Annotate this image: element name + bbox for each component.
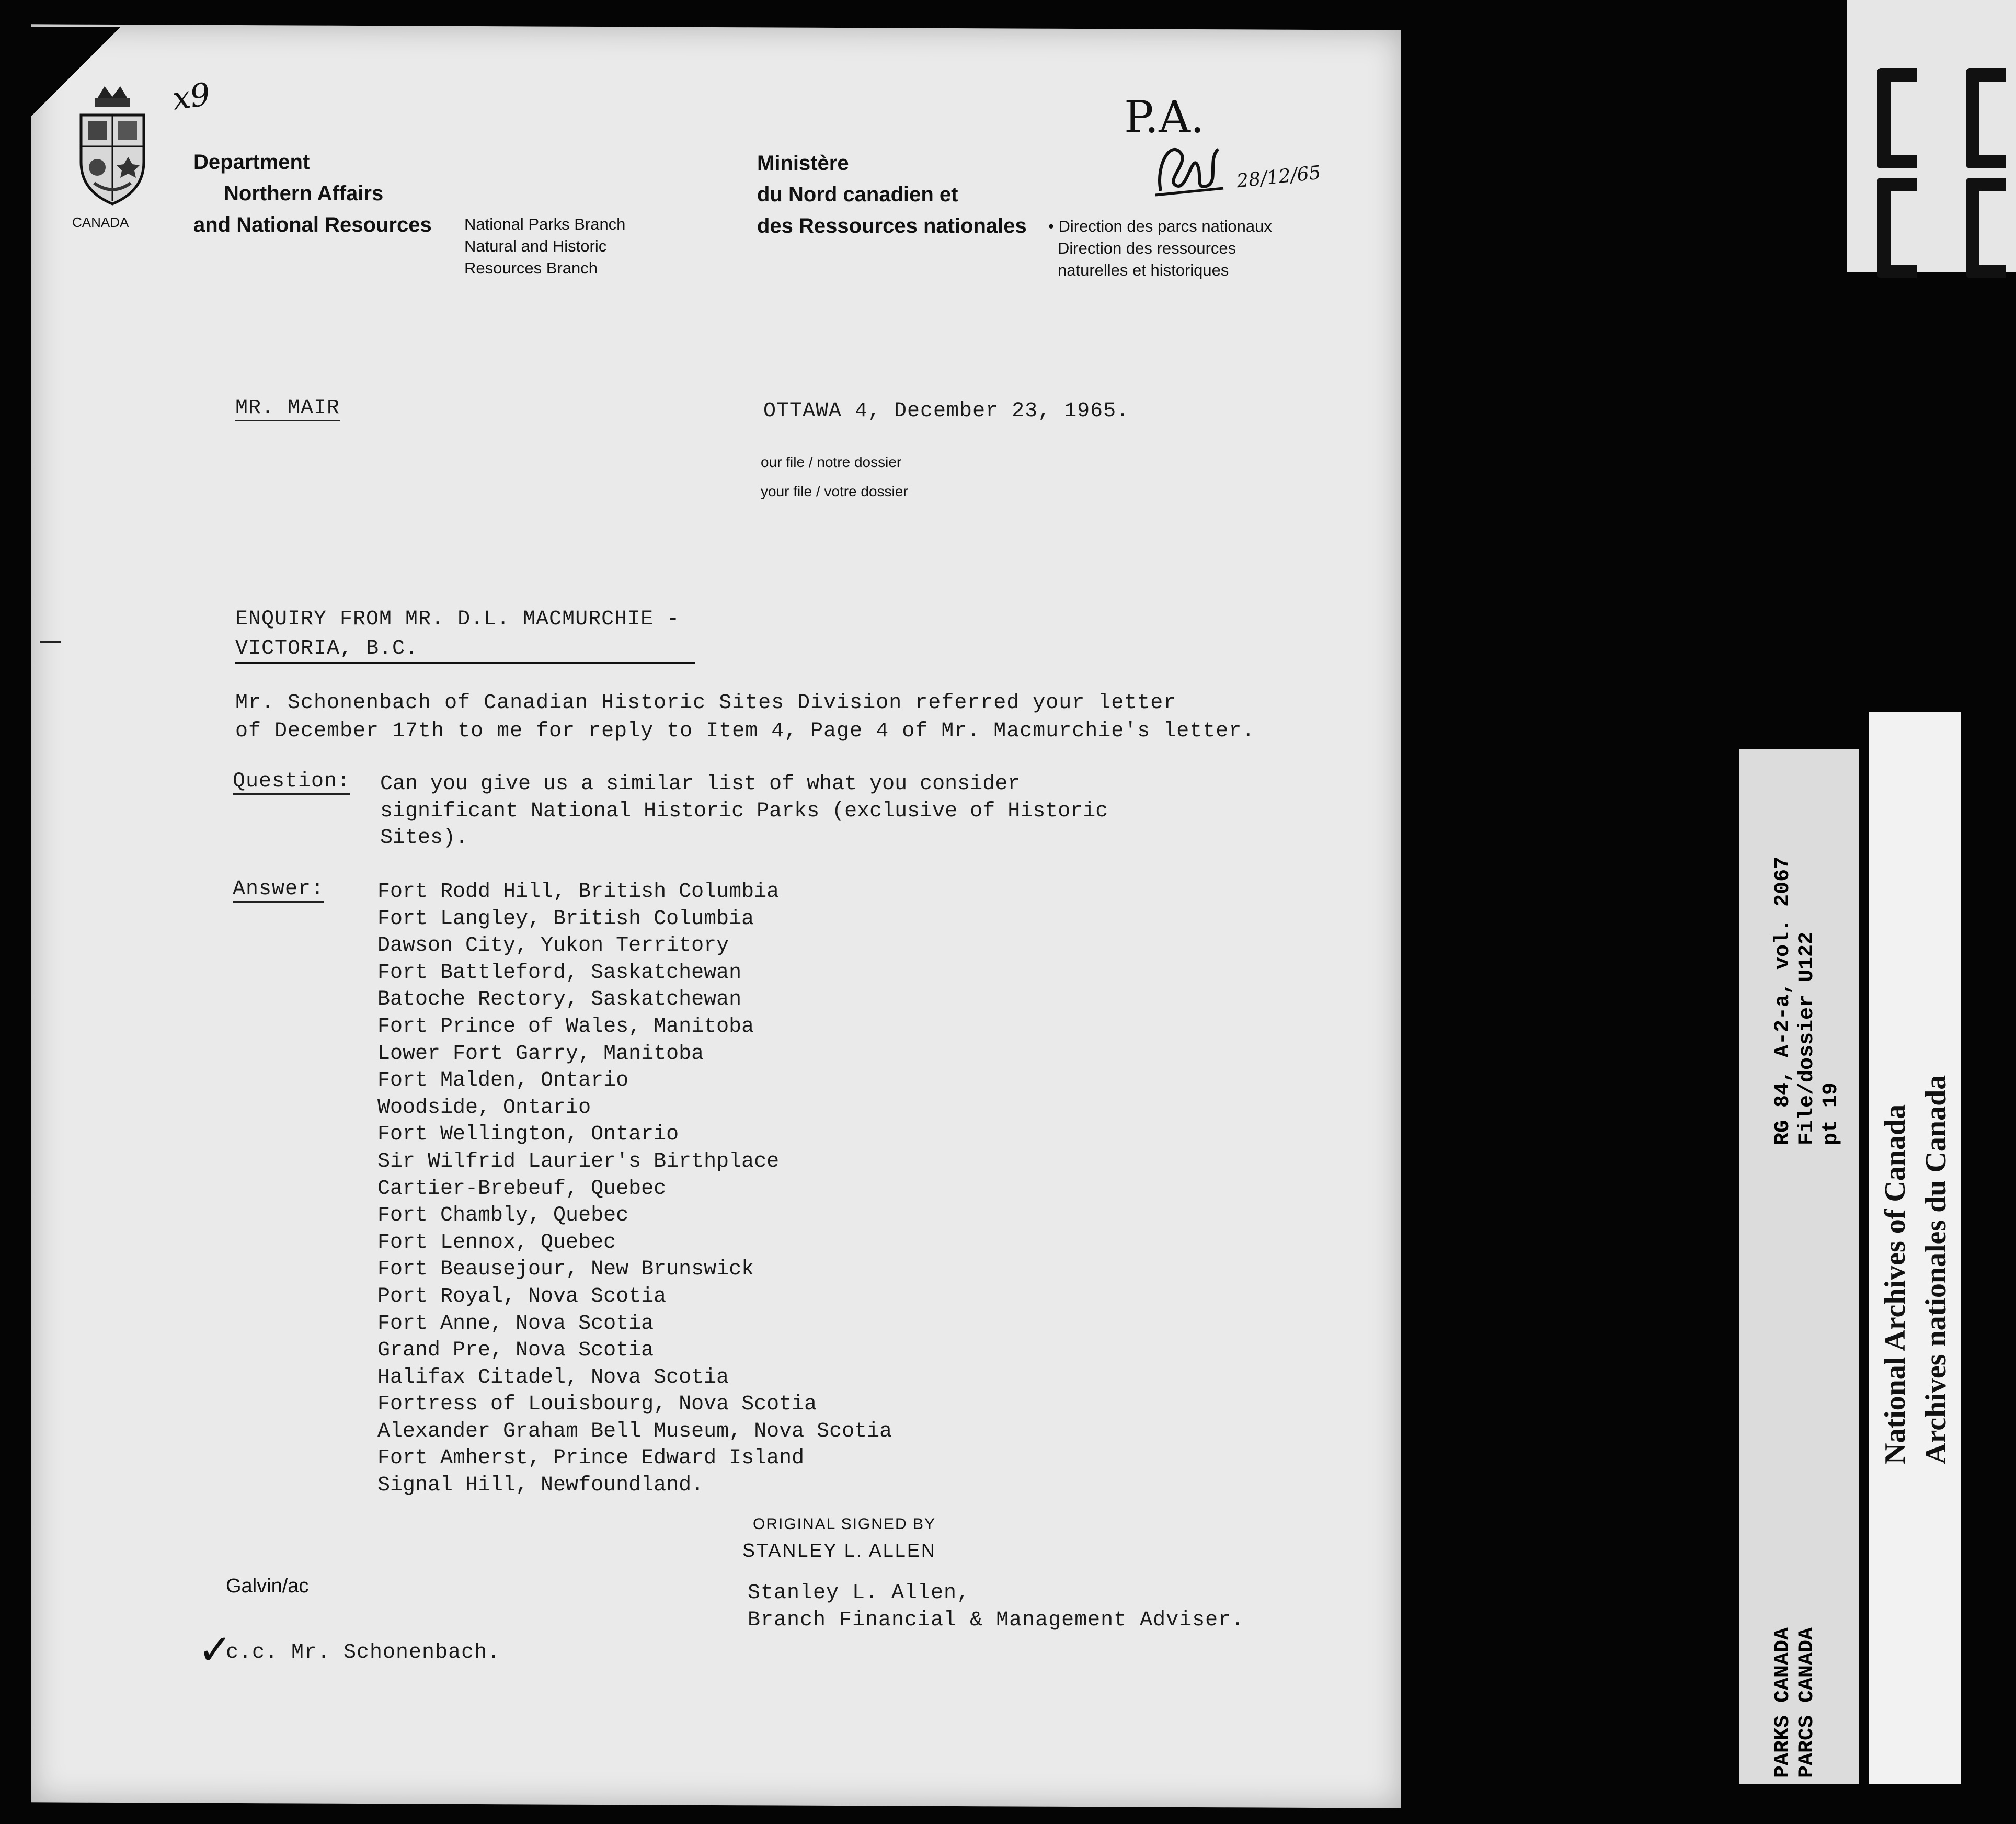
list-item: Fort Chambly, Quebec	[377, 1204, 629, 1228]
branch-name-fr: • Direction des parcs nationaux Direction des ressources naturelles et historiques	[1048, 217, 1272, 279]
canada-label: CANADA	[72, 214, 129, 230]
list-item: Signal Hill, Newfoundland.	[377, 1474, 704, 1498]
your-file-label: your file / votre dossier	[761, 483, 908, 499]
list-item: Fort Anne, Nova Scotia	[377, 1312, 654, 1336]
subject-line-2: VICTORIA, B.C.	[235, 637, 419, 660]
list-item: Fortress of Louisbourg, Nova Scotia	[377, 1393, 817, 1417]
subject-underline	[235, 662, 695, 664]
signature-stamp-line-1: ORIGINAL SIGNED BY	[753, 1515, 936, 1533]
list-item: Halifax Citadel, Nova Scotia	[377, 1365, 729, 1389]
list-item: Lower Fort Garry, Manitoba	[377, 1042, 704, 1066]
parks-canada-label: PARKS CANADA PARCS CANADA	[1771, 1627, 1819, 1778]
cc-line: c.c. Mr. Schonenbach.	[226, 1641, 501, 1665]
list-item: Fort Malden, Ontario	[377, 1069, 629, 1093]
list-item: Dawson City, Yukon Territory	[377, 934, 729, 958]
list-item: Fort Prince of Wales, Manitoba	[377, 1014, 754, 1039]
list-item: Fort Langley, British Columbia	[377, 907, 754, 931]
body-line-2: of December 17th to me for reply to Item 4, Page 4 of Mr. Macmurchie's letter.	[235, 720, 1255, 743]
list-item: Fort Rodd Hill, British Columbia	[377, 880, 780, 904]
frame-mark-icon	[1877, 178, 1917, 278]
department-name-en: Department Northern Affairs and National Resources	[193, 151, 432, 236]
answer-label: Answer:	[233, 877, 324, 903]
margin-tick	[40, 641, 61, 643]
question-text: Can you give us a similar list of what you consider significant National Historic Parks (exclusive of Historic Sites).	[380, 772, 1108, 850]
list-item: Alexander Graham Bell Museum, Nova Scotia	[377, 1419, 892, 1443]
list-item: Batoche Rectory, Saskatchewan	[377, 988, 742, 1012]
typist-reference: Galvin/ac	[226, 1575, 309, 1597]
branch-name-en: National Parks Branch Natural and Historic Resources Branch	[464, 215, 626, 277]
checkmark-icon: ✓	[198, 1625, 233, 1674]
frame-mark-icon	[1966, 68, 2006, 168]
addressee: MR. MAIR	[235, 396, 340, 421]
body-line-1: Mr. Schonenbach of Canadian Historic Sites Division referred your letter	[235, 691, 1177, 715]
list-item: Grand Pre, Nova Scotia	[377, 1339, 654, 1363]
frame-mark-icon	[1966, 178, 2006, 278]
list-item: Fort Amherst, Prince Edward Island	[377, 1446, 805, 1470]
list-item: Sir Wilfrid Laurier's Birthplace	[377, 1149, 780, 1173]
national-archives-text: National Archives of Canada Archives nationales du Canada	[1879, 1075, 1952, 1464]
list-item: Fort Battleford, Saskatchewan	[377, 961, 742, 985]
list-item: Fort Lennox, Quebec	[377, 1230, 616, 1255]
signature-stamp-line-2: STANLEY L. ALLEN	[742, 1540, 936, 1561]
handwritten-date: 28/12/65	[1235, 162, 1322, 192]
archive-reference-text: RG 84, A-2-a, vol. 2067 File/dossier U122 pt 19	[1771, 856, 1843, 1145]
our-file-label: our file / notre dossier	[761, 454, 902, 470]
question-label: Question:	[233, 770, 350, 795]
place-date: OTTAWA 4, December 23, 1965.	[763, 400, 1130, 423]
list-item: Fort Wellington, Ontario	[377, 1123, 679, 1147]
coat-of-arms-icon	[73, 78, 152, 214]
list-item: Fort Beausejour, New Brunswick	[377, 1258, 754, 1282]
frame-mark-icon	[1877, 68, 1917, 168]
subject-line-1: ENQUIRY FROM MR. D.L. MACMURCHIE -	[235, 608, 680, 631]
signer-title: Branch Financial & Management Adviser.	[748, 1609, 1245, 1632]
department-name-fr: Ministère du Nord canadien et des Ressources nationales	[757, 152, 1027, 237]
handwritten-initials: P.A.	[1124, 92, 1205, 143]
answer-list	[377, 879, 892, 1499]
handwritten-mark: x9	[170, 76, 213, 118]
list-item: Port Royal, Nova Scotia	[377, 1284, 667, 1308]
list-item: Woodside, Ontario	[377, 1096, 591, 1120]
signer-name: Stanley L. Allen,	[748, 1581, 970, 1605]
list-item: Cartier-Brebeuf, Quebec	[377, 1177, 667, 1201]
handwritten-signature-icon	[1150, 133, 1229, 207]
